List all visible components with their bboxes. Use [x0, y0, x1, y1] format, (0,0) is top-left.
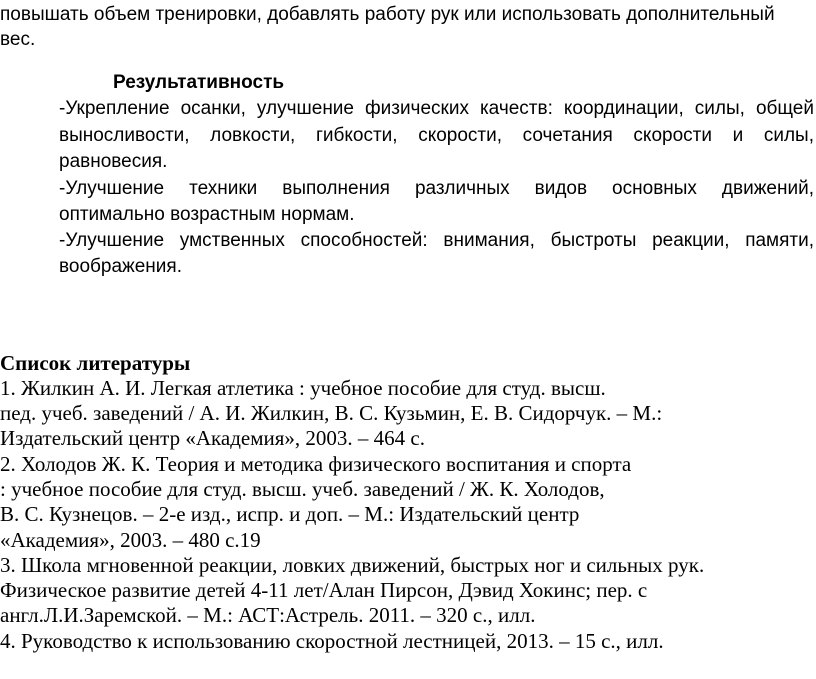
bibliography-line-1: 1. Жилкин А. И. Легкая атлетика : учебное пособие для студ. высш.	[0, 376, 606, 400]
results-line-3: равновесия.	[59, 151, 168, 172]
results-line-5: оптимально возрастным нормам.	[59, 204, 355, 225]
intro-line-2: вес.	[0, 29, 36, 50]
bibliography-line-2: пед. учеб. заведений / А. И. Жилкин, В. С. Кузьмин, Е. В. Сидорчук. – М.:	[0, 401, 663, 425]
bibliography-line-3: Издательский центр «Академия», 2003. – 464 с.	[0, 426, 425, 450]
bibliography-line-10: англ.Л.И.Заремской. – М.: АСТ:Астрель. 2011. – 320 с., илл.	[0, 603, 536, 627]
results-line-7: воображения.	[59, 256, 182, 277]
results-line-4: -Улучшение техники выполнения различных видов основных движений,	[59, 178, 814, 199]
results-heading: Результативность	[113, 72, 285, 93]
results-line-2: выносливости, ловкости, гибкости, скорости, сочетания скорости и силы,	[59, 125, 814, 146]
bibliography-line-9: Физическое развитие детей 4-11 лет/Алан Пирсон, Дэвид Хокинс; пер. с	[0, 578, 648, 602]
bibliography-heading: Список литературы	[0, 351, 191, 375]
results-line-1: -Укрепление осанки, улучшение физических качеств: координации, силы, общей	[59, 98, 814, 119]
bibliography-line-11: 4. Руководство к использованию скоростной лестницей, 2013. – 15 с., илл.	[0, 629, 664, 653]
intro-line-1: повышать объем тренировки, добавлять работу рук или использовать дополнительный	[0, 4, 775, 25]
results-line-6: -Улучшение умственных способностей: внимания, быстроты реакции, памяти,	[59, 230, 814, 251]
bibliography-line-4: 2. Холодов Ж. К. Теория и методика физического воспитания и спорта	[0, 452, 632, 476]
bibliography-line-7: «Академия», 2003. – 480 с.19	[0, 528, 261, 552]
bibliography-line-5: : учебное пособие для студ. высш. учеб. заведений / Ж. К. Холодов,	[0, 477, 605, 501]
bibliography-line-8: 3. Школа мгновенной реакции, ловких движений, быстрых ног и сильных рук.	[0, 553, 705, 577]
bibliography-line-6: В. С. Кузнецов. – 2-е изд., испр. и доп. – М.: Издательский центр	[0, 502, 580, 526]
